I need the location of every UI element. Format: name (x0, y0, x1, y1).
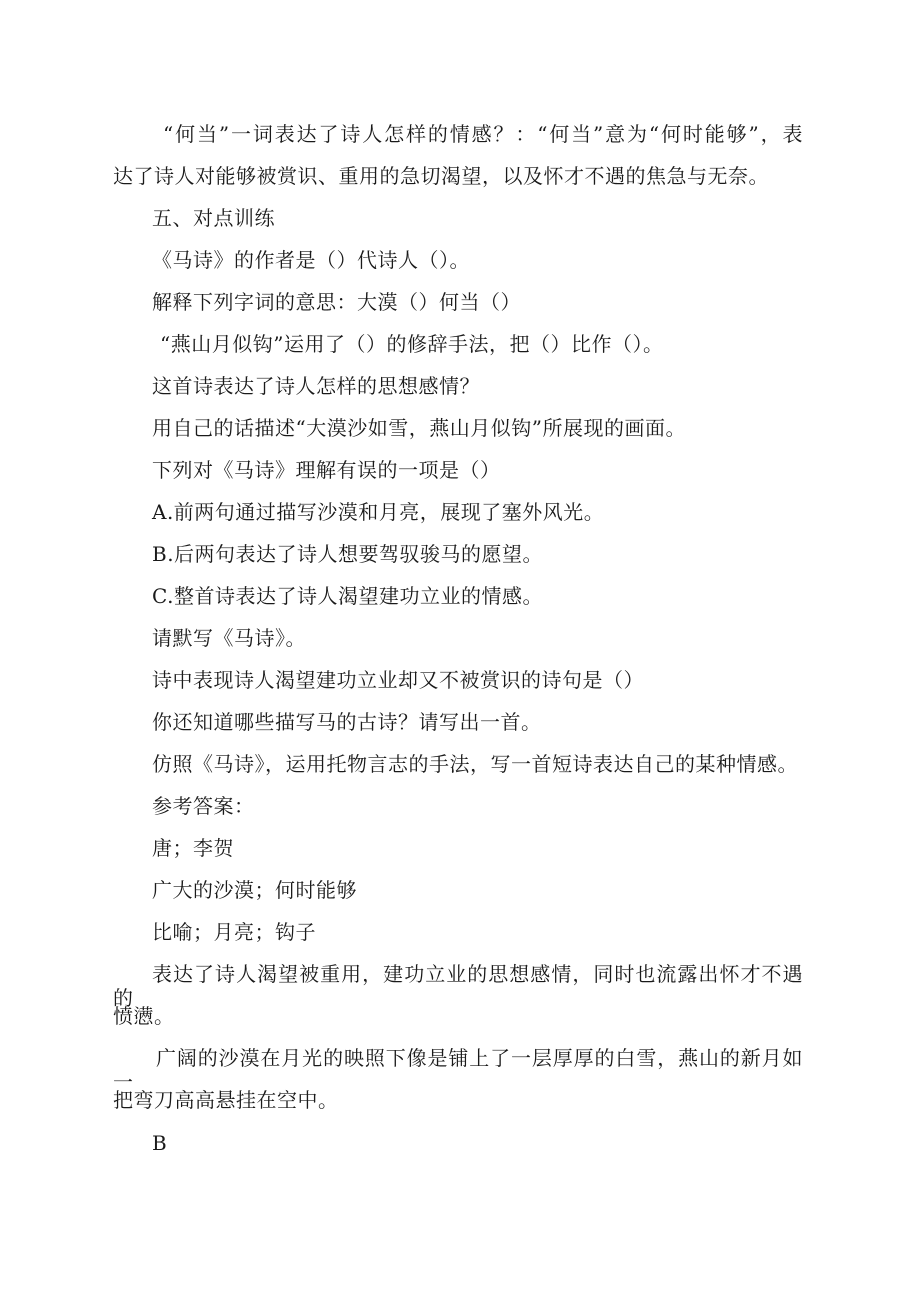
answer-line: 愤懑。 (113, 1004, 175, 1028)
question-line: “燕山月似钩”运用了（）的修辞手法，把（）比作（）。 (160, 332, 664, 356)
option-line: B.后两句表达了诗人想要驾驭骏马的愿望。 (152, 542, 544, 566)
question-line: 用自己的话描述“大漠沙如雪，燕山月似钩”所展现的画面。 (152, 416, 686, 440)
paragraph-line: 达了诗人对能够被赏识、重用的急切渴望，以及怀才不遇的焦急与无奈。 (113, 164, 769, 188)
answer-line: 广阔的沙漠在月光的映照下像是铺上了一层厚厚的白雪，燕山的新月如一 (113, 1046, 803, 1094)
question-line: 仿照《马诗》，运用托物言志的手法，写一首短诗表达自己的某种情感。 (152, 752, 798, 776)
paragraph-line: “何当”一词表达了诗人怎样的情感？：“何当”意为“何时能够”，表 (163, 122, 803, 146)
answer-line: 广大的沙漠；何时能够 (152, 878, 357, 902)
answer-line: 比喻；月亮；钩子 (152, 920, 316, 944)
answer-line: B (152, 1131, 168, 1155)
answer-line: 表达了诗人渴望被重用，建功立业的思想感情，同时也流露出怀才不遇的 (113, 962, 803, 1010)
question-line: 请默写《马诗》。 (152, 626, 306, 650)
section-heading: 五、对点训练 (152, 206, 275, 230)
question-line: 解释下列字词的意思：大漠（）何当（） (152, 290, 521, 314)
answer-line: 唐；李贺 (152, 836, 234, 860)
question-line: 这首诗表达了诗人怎样的思想感情？ (152, 374, 480, 398)
answer-heading: 参考答案： (152, 794, 255, 818)
question-line: 《马诗》的作者是（）代诗人（）。 (152, 248, 470, 272)
option-line: A.前两句通过描写沙漠和月亮，展现了塞外风光。 (152, 500, 605, 524)
answer-line: 把弯刀高高悬挂在空中。 (113, 1088, 339, 1112)
question-line: 下列对《马诗》理解有误的一项是（） (152, 458, 501, 482)
question-line: 诗中表现诗人渴望建功立业却又不被赏识的诗句是（） (152, 668, 644, 692)
option-line: C.整首诗表达了诗人渴望建功立业的情感。 (152, 584, 543, 608)
question-line: 你还知道哪些描写马的古诗？请写出一首。 (152, 710, 542, 734)
